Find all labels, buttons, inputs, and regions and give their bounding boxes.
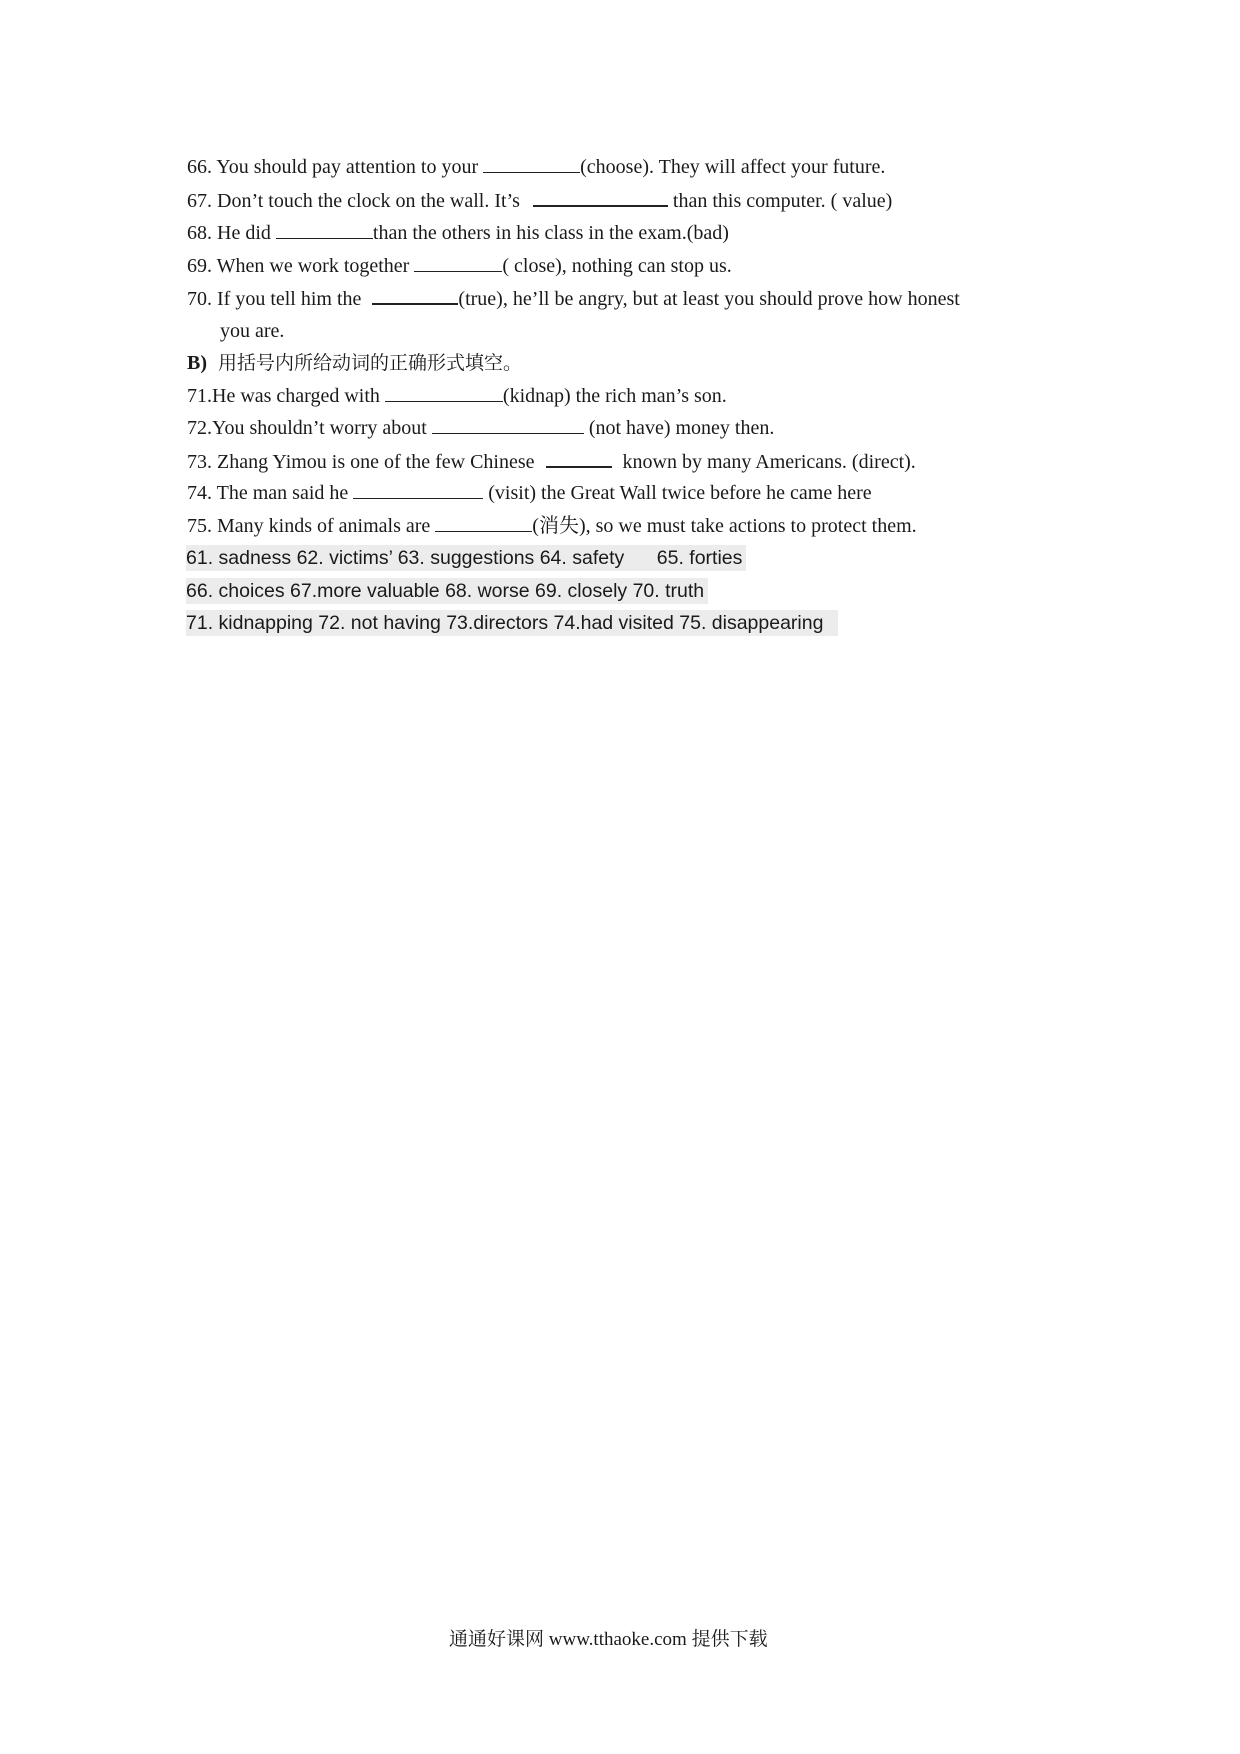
question-75-hint: (消失), so we must take actions to protect them. <box>532 515 917 537</box>
question-74-hint: (visit) the Great Wall twice before he came here <box>483 482 872 504</box>
question-66-text: 66. You should pay attention to your <box>187 156 484 178</box>
question-74 <box>187 480 872 506</box>
question-69-hint: ( close), nothing can stop us. <box>502 255 732 277</box>
question-69-text: 69. When we work together <box>187 255 415 277</box>
question-70-hint: (true), he’ll be angry, but at least you should prove how honest <box>458 288 960 310</box>
question-73-hint: known by many Americans. (direct). <box>617 451 916 473</box>
answer-blank[interactable] <box>432 415 584 434</box>
question-71 <box>187 383 727 409</box>
question-75-text: 75. Many kinds of animals are <box>187 515 436 537</box>
question-73 <box>187 448 916 475</box>
answer-key-line-3: 71. kidnapping 72. not having 73.directors 74.had visited 75. disappearing <box>186 610 838 636</box>
question-71-text: 71.He was charged with <box>187 385 385 407</box>
answer-key-line-1: 61. sadness 62. victims’ 63. suggestions 64. safety 65. forties <box>186 545 746 571</box>
section-b-heading <box>187 350 522 376</box>
question-71-hint: (kidnap) the rich man’s son. <box>502 385 727 407</box>
answer-blank[interactable] <box>414 253 502 272</box>
section-b-instruction: 用括号内所给动词的正确形式填空。 <box>218 352 523 374</box>
answer-blank[interactable] <box>483 154 580 173</box>
question-72-text: 72.You shouldn’t worry about <box>187 417 432 439</box>
question-72-hint: (not have) money then. <box>583 417 775 439</box>
answer-key-line-2: 66. choices 67.more valuable 68. worse 69. closely 70. truth <box>186 578 708 604</box>
answer-blank[interactable] <box>533 187 668 207</box>
question-69 <box>187 253 732 279</box>
question-73-text: 73. Zhang Yimou is one of the few Chinese <box>187 451 540 473</box>
answer-blank[interactable] <box>385 383 503 402</box>
question-68-text: 68. He did <box>187 222 276 244</box>
answer-blank[interactable] <box>546 448 612 468</box>
answer-blank[interactable] <box>372 285 458 305</box>
question-75 <box>187 513 917 539</box>
question-67-text: 67. Don’t touch the clock on the wall. It’s <box>187 190 525 212</box>
question-70 <box>187 285 960 312</box>
question-67 <box>187 187 892 214</box>
answer-blank[interactable] <box>435 513 532 532</box>
question-67-hint: than this computer. ( value) <box>667 190 893 212</box>
answer-blank[interactable] <box>353 480 483 499</box>
question-70-text: 70. If you tell him the <box>187 288 367 310</box>
section-b-letter: B) <box>187 352 207 374</box>
question-70-continued: you are. <box>220 320 285 342</box>
answer-blank[interactable] <box>276 220 373 239</box>
question-66-hint: (choose). They will affect your future. <box>580 156 886 178</box>
question-66 <box>187 154 885 180</box>
question-68-hint: than the others in his class in the exam.(bad) <box>372 222 729 244</box>
question-72 <box>187 415 774 441</box>
question-68 <box>187 220 729 246</box>
footer-credit: 通通好课网 www.tthaoke.com 提供下载 <box>449 1629 768 1650</box>
question-74-text: 74. The man said he <box>187 482 354 504</box>
